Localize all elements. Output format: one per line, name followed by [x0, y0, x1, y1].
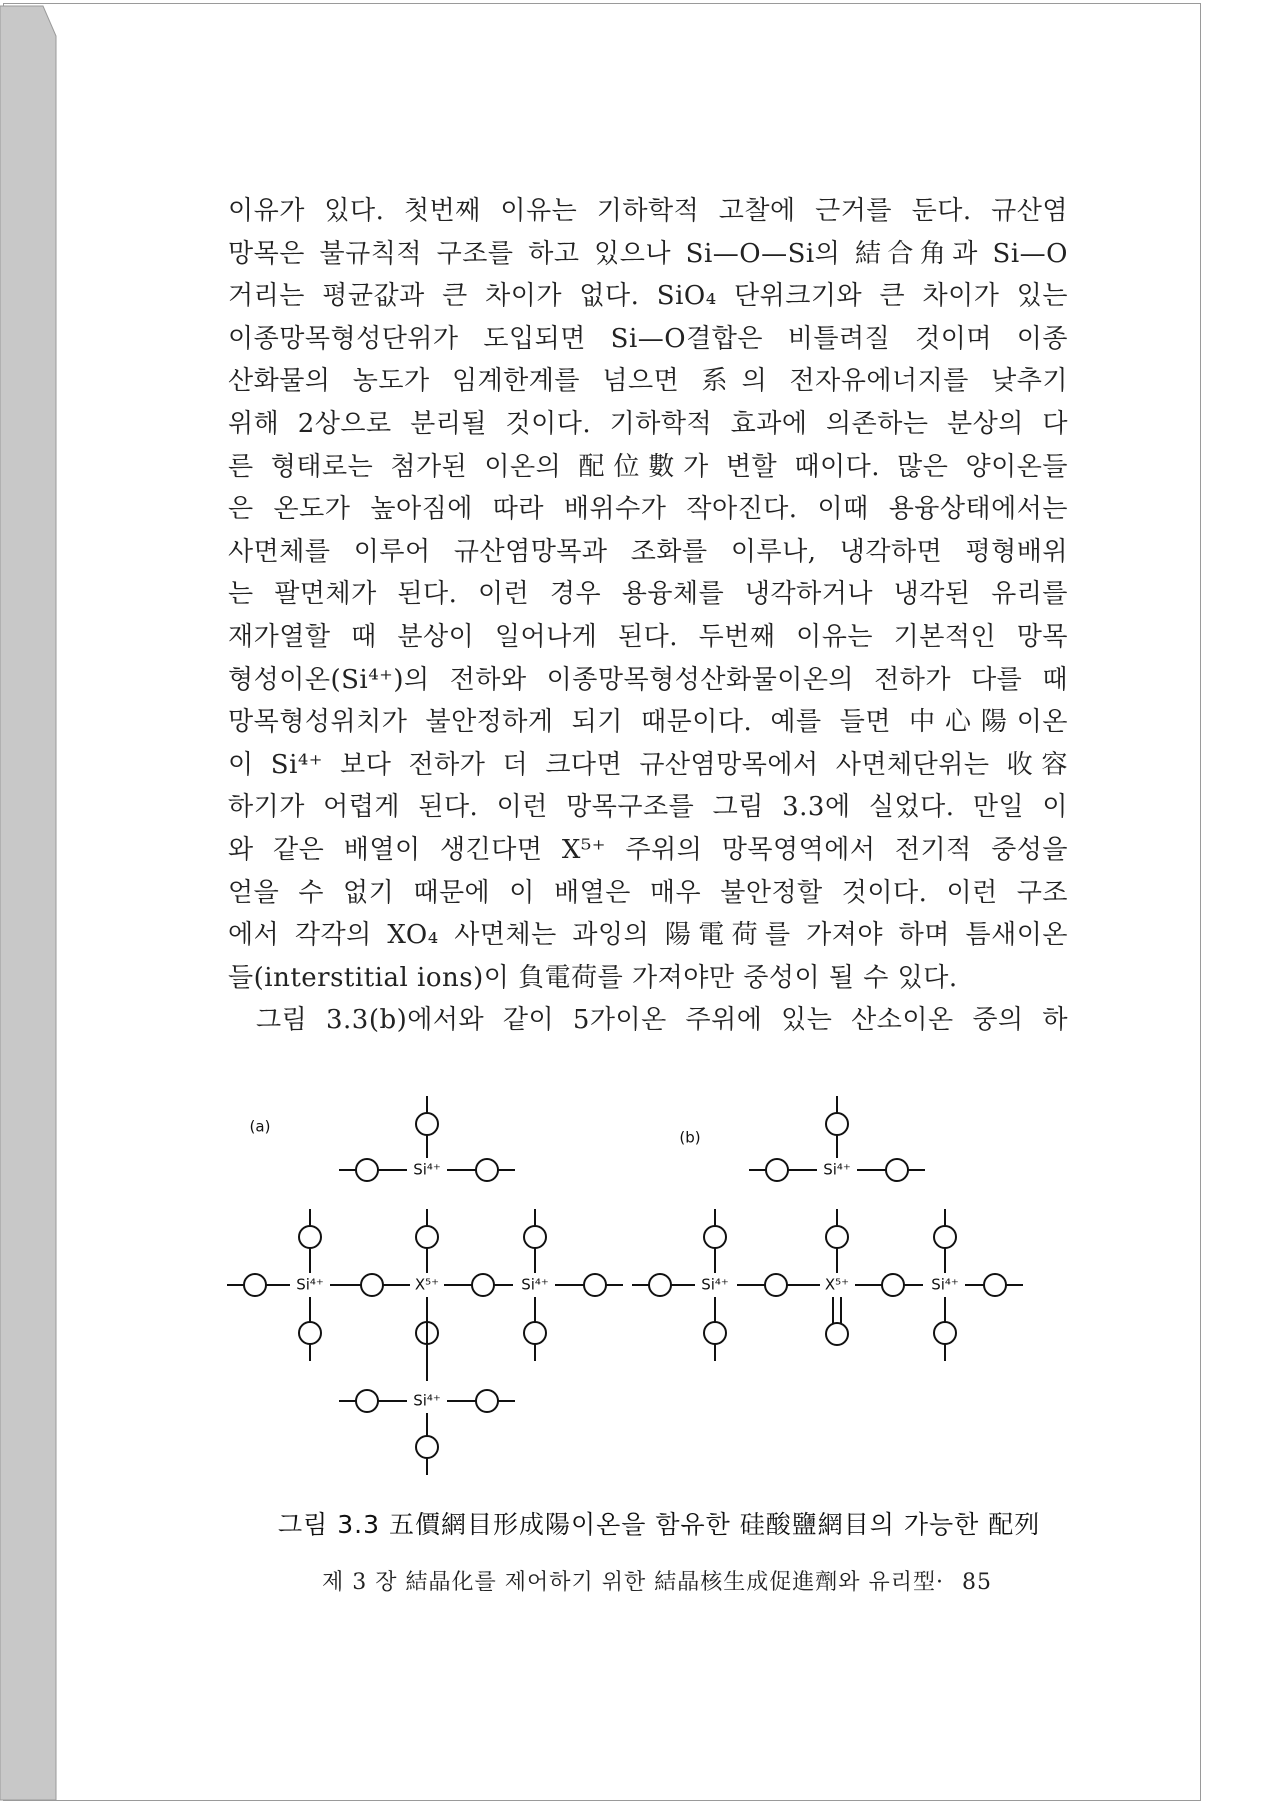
text-line: 재가열할 때 분상이 일어나게 된다. 두번째 이유는 기본적인 망목 — [228, 621, 1068, 652]
text-line-continuation: 그림 3.3(b)에서와 같이 5가이온 주위에 있는 산소이온 중의 하 — [256, 1005, 1068, 1036]
oxygen-atom — [476, 1390, 498, 1412]
body-text — [228, 190, 1068, 1042]
oxygen-atom — [299, 1226, 321, 1248]
figure-caption: 그림 3.3 五價網目形成陽이온을 함유한 硅酸鹽網目의 가능한 配列 — [278, 1510, 1041, 1539]
text-line: 에서 각각의 XO₄ 사면체는 과잉의 陽電荷를 가져야 하며 틈새이온 — [228, 920, 1068, 951]
text-line: 산화물의 농도가 임계한계를 넘으면 系의 전자유에너지를 낮추기 — [228, 366, 1068, 397]
oxygen-atom — [356, 1390, 378, 1412]
oxygen-atom — [766, 1159, 788, 1181]
oxygen-atom — [934, 1322, 956, 1344]
si-ion-label: Si⁴⁺ — [413, 1160, 441, 1179]
oxygen-atom — [416, 1113, 438, 1135]
si-ion-label: Si⁴⁺ — [931, 1275, 959, 1294]
oxygen-atom — [984, 1274, 1006, 1296]
oxygen-atom — [765, 1274, 787, 1296]
text-line: 른 형태로는 첨가된 이온의 配位數가 변할 때이다. 많은 양이온들 — [228, 451, 1068, 482]
text-line: 얻을 수 없기 때문에 이 배열은 매우 불안정할 것이다. 이런 구조 — [228, 877, 1068, 908]
text-line: 들(interstitial ions)이 負電荷를 가져야만 중성이 될 수 있다. — [228, 962, 958, 993]
oxygen-atom — [244, 1274, 266, 1296]
text-line: 은 온도가 높아짐에 따라 배위수가 작아진다. 이때 용융상태에서는 — [228, 494, 1068, 525]
panel-b-label: (b) — [679, 1128, 701, 1147]
text-line: 이 Si⁴⁺ 보다 전하가 더 크다면 규산염망목에서 사면체단위는 收容 — [228, 749, 1068, 780]
figure-3-3 — [215, 1085, 1095, 1485]
oxygen-atom — [361, 1274, 383, 1296]
running-header: 제 3 장 結晶化를 제어하기 위한 結晶核生成促進劑와 유리型· — [322, 1570, 944, 1595]
text-line: 형성이온(Si⁴⁺)의 전하와 이종망목형성산화물이온의 전하가 다를 때 — [228, 664, 1068, 695]
panel-a-label: (a) — [249, 1117, 271, 1136]
text-line: 와 같은 배열이 생긴다면 X⁵⁺ 주위의 망목영역에서 전기적 중성을 — [228, 834, 1068, 865]
x-ion-label: X⁵⁺ — [824, 1275, 850, 1294]
text-line: 이종망목형성단위가 도입되면 Si—O결합은 비틀려질 것이며 이종 — [228, 323, 1068, 354]
oxygen-atom — [704, 1322, 726, 1344]
oxygen-atom — [472, 1274, 494, 1296]
oxygen-atom — [476, 1159, 498, 1181]
network-diagram — [215, 1085, 1095, 1485]
page-footer — [322, 1565, 992, 1596]
oxygen-atom — [826, 1226, 848, 1248]
si-ion-label: Si⁴⁺ — [521, 1275, 549, 1294]
page-number: 85 — [961, 1570, 992, 1595]
oxygen-atom — [416, 1226, 438, 1248]
oxygen-atom — [826, 1323, 848, 1345]
oxygen-atom — [356, 1159, 378, 1181]
text-line: 거리는 평균값과 큰 차이가 없다. SiO₄ 단위크기와 큰 차이가 있는 — [228, 281, 1068, 312]
text-line: 위해 2상으로 분리될 것이다. 기하학적 효과에 의존하는 분상의 다 — [228, 408, 1068, 439]
si-ion-label: Si⁴⁺ — [823, 1160, 851, 1179]
text-line: 망목형성위치가 불안정하게 되기 때문이다. 예를 들면 中心陽이온 — [228, 707, 1068, 738]
oxygen-atom — [416, 1436, 438, 1458]
oxygen-atom — [886, 1159, 908, 1181]
oxygen-atom — [934, 1226, 956, 1248]
si-ion-label: Si⁴⁺ — [701, 1275, 729, 1294]
oxygen-atom — [649, 1274, 671, 1296]
si-ion-label: Si⁴⁺ — [296, 1275, 324, 1294]
oxygen-atom — [704, 1226, 726, 1248]
text-line: 망목은 불규칙적 구조를 하고 있으나 Si—O—Si의 結合角과 Si—O — [228, 238, 1068, 269]
x-ion-label: X⁵⁺ — [414, 1275, 440, 1294]
oxygen-atom — [299, 1322, 321, 1344]
oxygen-atom — [524, 1322, 546, 1344]
si-ion-label: Si⁴⁺ — [413, 1391, 441, 1410]
oxygen-atom — [826, 1113, 848, 1135]
text-line: 사면체를 이루어 규산염망목과 조화를 이루나, 냉각하면 평형배위 — [228, 536, 1068, 567]
text-line: 하기가 어렵게 된다. 이런 망목구조를 그림 3.3에 실었다. 만일 이 — [228, 792, 1068, 823]
oxygen-atom — [584, 1274, 606, 1296]
text-line: 이유가 있다. 첫번째 이유는 기하학적 고찰에 근거를 둔다. 규산염 — [228, 196, 1068, 226]
text-line: 는 팔면체가 된다. 이런 경우 용융체를 냉각하거나 냉각된 유리를 — [228, 579, 1068, 610]
oxygen-atom — [524, 1226, 546, 1248]
oxygen-atom — [882, 1274, 904, 1296]
